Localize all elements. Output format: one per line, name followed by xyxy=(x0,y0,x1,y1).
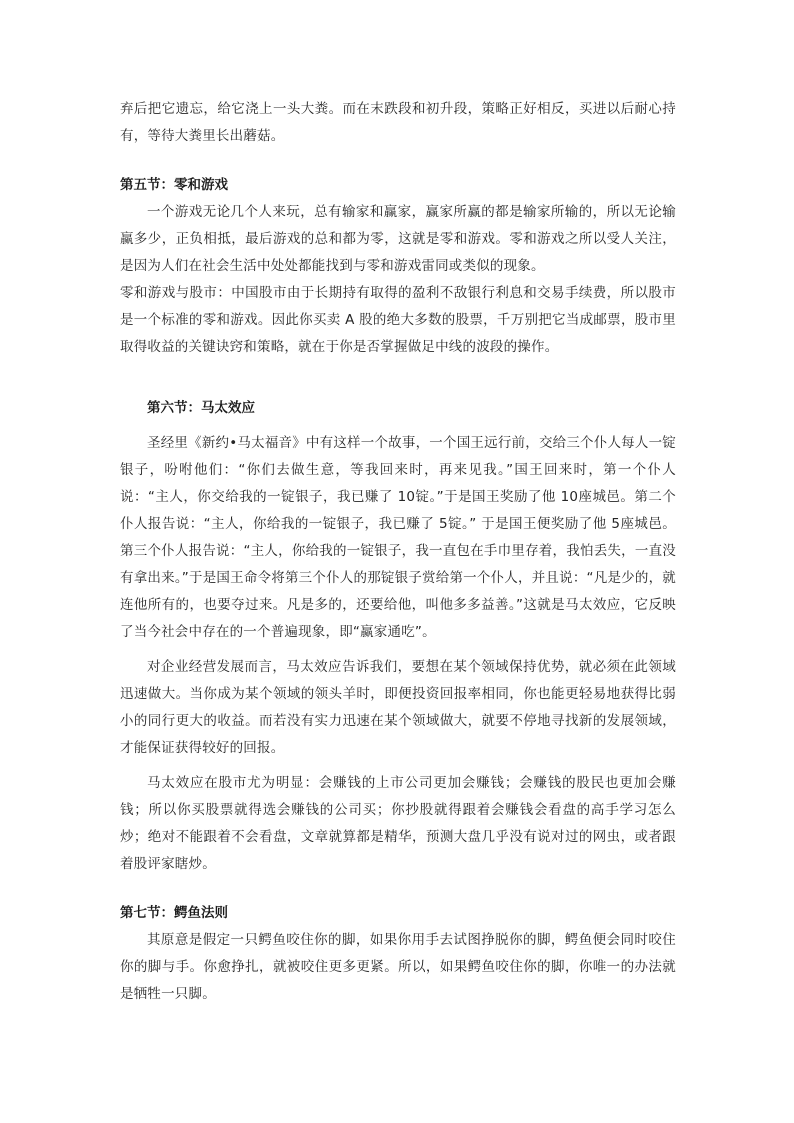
paragraph-crocodile-rule: 其原意是假定一只鳄鱼咬住你的脚，如果你用手去试图挣脱你的脚，鳄鱼便会同时咬住你的脚与手。你愈挣扎，就被咬住更多更紧。所以，如果鳄鱼咬住你的脚，你唯一的办法就是牺牲一只脚。 xyxy=(120,932,676,1002)
paragraph-matthew-story: 圣经里《新约•马太福音》中有这样一个故事，一个国王远行前，交给三个仆人每人一锭银子，吩咐他们：“你们去做生意，等我回来时，再来见我。”国王回来时，第一个仆人说：“主人，你交给我的一锭银子，我已赚了 10锭。”于是国王奖励了他 10座城邑。第二个仆人报告说：“主人，你给我的一锭银子，我已赚了 5锭。” 于是国王便奖励了他 5座城邑。第三个仆人报告说：“主人，你给我的一锭银子，我一直包在手巾里存着，我怕丢失，一直没有拿出来。”于是国王命令将第三个仆人的那锭银子赏给第一个仆人，并且说：“凡是少的，就连他所有的，也要夺过来。凡是多的，还要给他，叫他多多益善。”这就是马太效应，它反映了当今社会中存在的一个普遍现象，即“赢家通吃”。 xyxy=(120,435,676,640)
paragraph-matthew-business: 对企业经营发展而言，马太效应告诉我们，要想在某个领域保持优势，就必须在此领域迅速做大。当你成为某个领域的领头羊时，即便投资回报率相同，你也能更轻易地获得比弱小的同行更大的收益。而若没有实力迅速在某个领域做大，就要不停地寻找新的发展领域，才能保证获得较好的回报。 xyxy=(120,659,676,756)
paragraph-zero-sum-stock-market: 零和游戏与股市：中国股市由于长期持有取得的盈利不敌银行利息和交易手续费，所以股市是一个标准的零和游戏。因此你买卖 A 股的绝大多数的股票，千万别把它当成邮票，股市里取得收益的关键诀窍和策略，就在于你是否掌握做足中线的波段的操作。 xyxy=(120,285,676,355)
document-page xyxy=(120,96,676,1008)
section-heading-5: 第五节：零和游戏 xyxy=(120,177,228,193)
paragraph-matthew-stock: 马太效应在股市尤为明显：会赚钱的上市公司更加会赚钱；会赚钱的股民也更加会赚钱；所以你买股票就得选会赚钱的公司买；你抄股就得跟着会赚钱会看盘的高手学习怎么炒；绝对不能跟着不会看盘，文章就算都是精华，预测大盘几乎没有说对过的网虫，或者跟着股评家瞎炒。 xyxy=(120,775,676,872)
paragraph-intro: 弃后把它遗忘，给它浇上一头大粪。而在末跌段和初升段，策略正好相反，买进以后耐心持有，等待大粪里长出蘑菇。 xyxy=(120,101,676,144)
section-heading-7: 第七节：鳄鱼法则 xyxy=(120,905,228,921)
paragraph-zero-sum-definition: 一个游戏无论几个人来玩，总有输家和赢家，赢家所赢的都是输家所输的，所以无论输赢多少，正负相抵，最后游戏的总和都为零，这就是零和游戏。零和游戏之所以受人关注，是因为人们在社会生活中处处都能找到与零和游戏雷同或类似的现象。 xyxy=(120,204,676,274)
section-heading-6: 第六节：马太效应 xyxy=(147,400,255,416)
